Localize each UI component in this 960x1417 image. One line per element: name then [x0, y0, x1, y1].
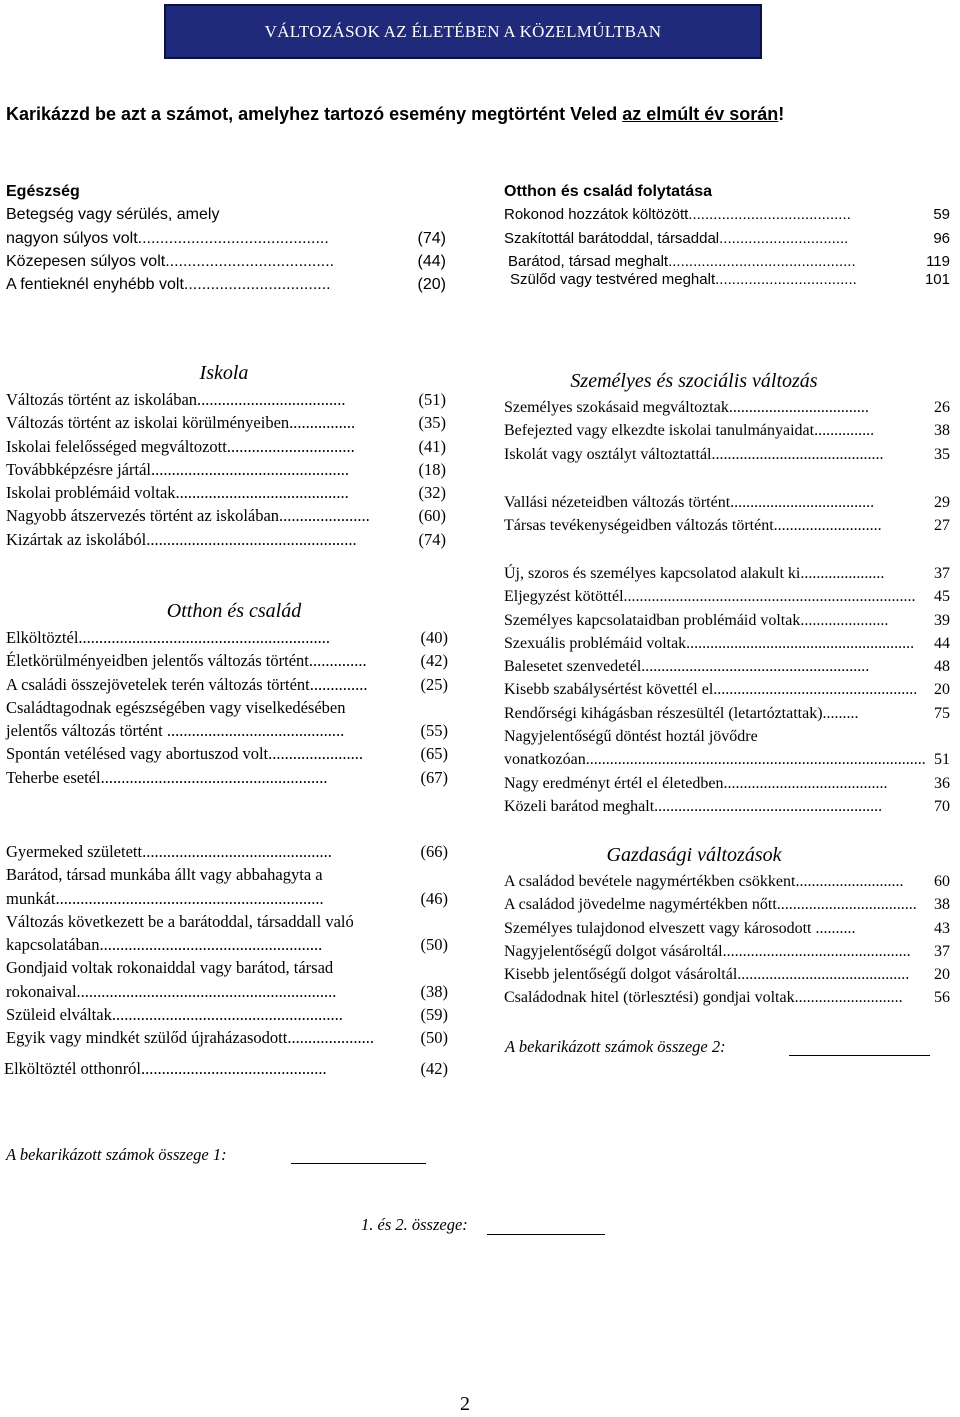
list-item[interactable]: [504, 795, 950, 818]
list-item: [6, 696, 448, 719]
item-value[interactable]: (38): [420, 981, 448, 1001]
list-item[interactable]: [6, 250, 446, 273]
item-label: Teherbe esetél.......................................................: [6, 767, 328, 787]
item-value[interactable]: 70: [934, 797, 950, 815]
item-value[interactable]: (74): [418, 529, 446, 549]
health-title: Egészség: [6, 183, 80, 200]
item-label: Személyes kapcsolataidban problémáid voltak......................: [504, 611, 889, 629]
school-title: Iskola: [199, 362, 249, 384]
item-value[interactable]: (60): [418, 506, 446, 526]
list-item[interactable]: [6, 458, 446, 481]
item-label: Szakítottál barátoddal, társaddal...............................: [504, 229, 849, 247]
item-label: Családtagodnak egészségében vagy viselkedésében: [6, 697, 346, 717]
item-label: munkát.................................................................: [6, 888, 324, 908]
list-item[interactable]: [6, 840, 448, 863]
list-item[interactable]: [6, 980, 448, 1003]
item-value[interactable]: (67): [420, 767, 448, 787]
item-label: Személyes tulajdonod elveszett vagy károsodott ..........: [504, 919, 856, 937]
item-value[interactable]: 101: [924, 271, 950, 289]
item-value[interactable]: 51: [934, 751, 950, 769]
list-item[interactable]: [6, 887, 448, 910]
item-value[interactable]: (74): [417, 229, 446, 247]
item-label: Elköltöztél otthonról.............................................: [4, 1059, 327, 1078]
item-label: Kisebb jelentőségű dolgot vásároltál...........................................: [504, 966, 910, 984]
item-value[interactable]: (65): [420, 744, 448, 764]
item-value[interactable]: (50): [420, 1028, 448, 1048]
list-item: [6, 910, 448, 933]
item-value[interactable]: 119: [926, 252, 950, 270]
item-label: Új, szoros és személyes kapcsolatod alakult ki.....................: [504, 565, 885, 582]
personal-group-2: [504, 491, 950, 538]
item-value[interactable]: 27: [934, 517, 950, 535]
item-label: Továbbképzésre jártál................................................: [6, 459, 349, 479]
list-item[interactable]: [504, 963, 950, 986]
instruction-main: Karikázzd be azt a számot, amelyhez tartozó esemény megtörtént Veled: [6, 104, 623, 124]
list-item[interactable]: [6, 227, 446, 250]
header-banner: [164, 4, 762, 59]
item-value[interactable]: (32): [418, 483, 446, 503]
item-label: Nagyobb átszervezés történt az iskolában......................: [6, 506, 370, 526]
item-value[interactable]: (25): [420, 674, 448, 694]
sum2-label: A bekarikázott számok összege 2:: [505, 1037, 726, 1056]
item-value[interactable]: (66): [420, 842, 448, 861]
item-value[interactable]: (51): [418, 390, 446, 409]
list-item[interactable]: [6, 933, 448, 956]
item-label: A családod jövedelme nagymértékben nőtt...................................: [504, 896, 917, 914]
item-label: Változás következett be a barátoddal, társaddall való: [6, 911, 354, 931]
list-item[interactable]: [504, 268, 950, 291]
item-label: Barátod, társad meghalt.............................................: [508, 252, 856, 270]
item-value[interactable]: (50): [420, 935, 448, 955]
item-value[interactable]: (59): [420, 1005, 448, 1025]
economic-section: [504, 870, 950, 1010]
item-value[interactable]: 75: [934, 704, 950, 722]
list-item[interactable]: [6, 411, 446, 434]
item-value[interactable]: (18): [418, 459, 446, 479]
item-label: Nagy eredményt értél el életedben.........................................: [504, 774, 888, 792]
item-value[interactable]: (40): [420, 628, 448, 647]
item-value[interactable]: 20: [934, 966, 950, 984]
item-value[interactable]: 96: [933, 229, 950, 247]
list-item[interactable]: [504, 396, 950, 419]
item-value[interactable]: (42): [420, 1059, 448, 1078]
item-value[interactable]: 44: [934, 634, 950, 652]
item-label: Spontán vetélésed vagy abortuszod volt.......................: [6, 744, 363, 764]
home-section: [6, 626, 448, 789]
list-item: [6, 956, 448, 979]
list-item[interactable]: [6, 1003, 448, 1026]
list-item[interactable]: [504, 585, 950, 608]
list-item[interactable]: [504, 632, 950, 655]
item-label: Eljegyzést kötöttél.........................................................................: [504, 588, 916, 606]
list-item[interactable]: [504, 893, 950, 916]
item-value[interactable]: 39: [934, 611, 950, 629]
item-value[interactable]: (35): [418, 413, 446, 433]
item-label: Családodnak hitel (törlesztési) gondjai voltak...........................: [504, 989, 903, 1007]
item-value[interactable]: 45: [934, 588, 950, 606]
item-label: Változás történt az iskolai körülményeiben................: [6, 413, 356, 433]
item-value[interactable]: 60: [934, 873, 950, 890]
item-label: Gondjaid voltak rokonaiddal vagy barátod, társad: [6, 958, 334, 978]
item-value[interactable]: (55): [420, 721, 448, 741]
list-item[interactable]: [504, 702, 950, 725]
list-item: [6, 863, 448, 886]
list-item[interactable]: [504, 491, 950, 514]
item-label: Elköltöztél.............................................................: [6, 628, 331, 647]
list-item[interactable]: [6, 673, 448, 696]
personal-group-1: [504, 396, 950, 466]
list-item[interactable]: [6, 388, 446, 411]
list-item[interactable]: [6, 1026, 448, 1049]
list-item[interactable]: [6, 719, 448, 742]
list-item[interactable]: [6, 742, 448, 765]
list-item[interactable]: [504, 443, 950, 466]
item-label: Szüleid elváltak........................................................: [6, 1005, 343, 1025]
item-value[interactable]: 37: [934, 565, 950, 582]
item-label: Személyes szokásaid megváltoztak...................................: [504, 399, 869, 416]
instruction: [6, 104, 784, 125]
item-value[interactable]: 38: [934, 896, 950, 914]
item-label: vonatkozóan.....................................................................................: [504, 751, 926, 769]
item-label: Szexuális problémáid voltak.........................................................: [504, 634, 915, 652]
item-label: jelentős változás történt ...........................................: [6, 721, 345, 741]
home-section-2: [6, 840, 448, 1050]
list-item[interactable]: [504, 678, 950, 701]
item-label: Kisebb szabálysértést követtél el...................................................: [504, 681, 918, 699]
health-intro: Betegség vagy sérülés, amely: [6, 206, 220, 224]
item-label: Egyik vagy mindkét szülőd újraházasodott.....................: [6, 1028, 374, 1048]
item-label: Rokonod hozzátok költözött.......................................: [504, 206, 851, 224]
list-item[interactable]: [504, 772, 950, 795]
home-title: Otthon és család: [166, 600, 302, 622]
item-value[interactable]: 36: [934, 774, 950, 792]
item-label: A családi összejövetelek terén változás történt..............: [6, 674, 368, 694]
item-value[interactable]: (41): [418, 436, 446, 456]
list-item[interactable]: [6, 481, 446, 504]
list-item[interactable]: [504, 514, 950, 537]
list-item[interactable]: [504, 203, 950, 226]
item-label: Gyermeked született..............................................: [6, 842, 332, 861]
item-label: Társas tevékenységeidben változás történt...........................: [504, 517, 882, 535]
item-label: A fentieknél enyhébb volt.................................: [6, 276, 331, 294]
list-item[interactable]: [504, 986, 950, 1009]
item-label: nagyon súlyos volt...........................................: [6, 229, 329, 247]
list-item[interactable]: [6, 649, 448, 672]
list-item[interactable]: [504, 609, 950, 632]
item-value[interactable]: 37: [934, 942, 950, 960]
item-label: Közeli barátod meghalt.........................................................: [504, 797, 883, 815]
item-label: Rendőrségi kihágásban részesültél (letartóztattak).........: [504, 704, 859, 722]
item-value[interactable]: (42): [420, 651, 448, 671]
item-label: Barátod, társad munkába állt vagy abbahagyta a: [6, 865, 323, 885]
list-item[interactable]: [504, 917, 950, 940]
list-item[interactable]: [6, 766, 448, 789]
list-item[interactable]: [504, 655, 950, 678]
list-item[interactable]: [6, 435, 446, 458]
item-value[interactable]: 26: [934, 399, 950, 416]
item-value[interactable]: 35: [934, 445, 950, 463]
personal-title: Személyes és szociális változás: [570, 370, 818, 392]
item-value[interactable]: (20): [417, 276, 446, 294]
item-label: kapcsolatában......................................................: [6, 935, 323, 955]
school-section: [6, 388, 446, 551]
instruction-end: !: [778, 104, 785, 124]
list-item[interactable]: [504, 940, 950, 963]
list-item[interactable]: [6, 626, 448, 649]
item-label: Életkörülményeidben jelentős változás történt..............: [6, 651, 367, 671]
item-value[interactable]: 48: [934, 658, 950, 676]
item-label: Balesetet szenvedetél.........................................................: [504, 658, 870, 676]
banner-title: VÁLTOZÁSOK AZ ÉLETÉBEN A KÖZELMÚLTBAN: [264, 21, 662, 41]
item-label: Vallási nézeteidben változás történt....................................: [504, 494, 875, 511]
sum12-label: 1. és 2. összege:: [361, 1215, 468, 1234]
list-item[interactable]: [504, 870, 950, 893]
health-section: [6, 180, 446, 296]
sum1-label: A bekarikázott számok összege 1:: [6, 1145, 227, 1164]
page-number: 2: [460, 1393, 470, 1415]
economic-title: Gazdasági változások: [606, 844, 782, 866]
list-item[interactable]: [504, 748, 950, 771]
item-label: Kizártak az iskolából...................................................: [6, 529, 357, 549]
item-label: Nagyjelentőségű dolgot vásároltál...............................................: [504, 942, 911, 960]
item-label: Iskolai felelősséged megváltozott...............................: [6, 436, 355, 456]
item-label: Szülőd vagy testvéred meghalt..................................: [510, 271, 857, 289]
personal-group-3: [504, 562, 950, 818]
instruction-underlined: az elmúlt év során: [622, 104, 779, 124]
item-label: rokonaival...............................................................: [6, 981, 337, 1001]
list-item[interactable]: [504, 562, 950, 585]
list-item[interactable]: [4, 1059, 448, 1083]
sum2-field[interactable]: [789, 1055, 930, 1056]
home-continued-title: Otthon és család folytatása: [504, 183, 713, 200]
item-value[interactable]: (44): [417, 252, 446, 270]
item-label: Befejezted vagy elkezdte iskolai tanulmányaidat...............: [504, 422, 875, 440]
home-continued-section: [504, 180, 950, 291]
list-item[interactable]: [504, 227, 950, 250]
item-value[interactable]: 38: [934, 422, 950, 440]
list-item[interactable]: [504, 419, 950, 442]
item-value[interactable]: (46): [420, 888, 448, 908]
item-value[interactable]: 29: [934, 494, 950, 511]
item-label: Változás történt az iskolában....................................: [6, 390, 346, 409]
item-label: Nagyjelentőségű döntést hoztál jövődre: [504, 728, 758, 746]
list-item[interactable]: [6, 273, 446, 296]
item-value[interactable]: 59: [933, 206, 950, 224]
item-value[interactable]: 43: [934, 919, 950, 937]
item-label: Közepesen súlyos volt......................................: [6, 252, 335, 270]
item-value[interactable]: 56: [934, 989, 950, 1007]
item-label: A családod bevétele nagymértékben csökkent...........................: [504, 873, 904, 890]
item-label: Iskolát vagy osztályt változtattál...........................................: [504, 445, 884, 463]
item-value[interactable]: 20: [934, 681, 950, 699]
sum1-field[interactable]: [291, 1163, 426, 1164]
list-item[interactable]: [6, 528, 446, 551]
item-label: Iskolai problémáid voltak..........................................: [6, 483, 349, 503]
sum12-field[interactable]: [487, 1234, 605, 1235]
list-item[interactable]: [6, 504, 446, 527]
list-item: [504, 725, 950, 748]
